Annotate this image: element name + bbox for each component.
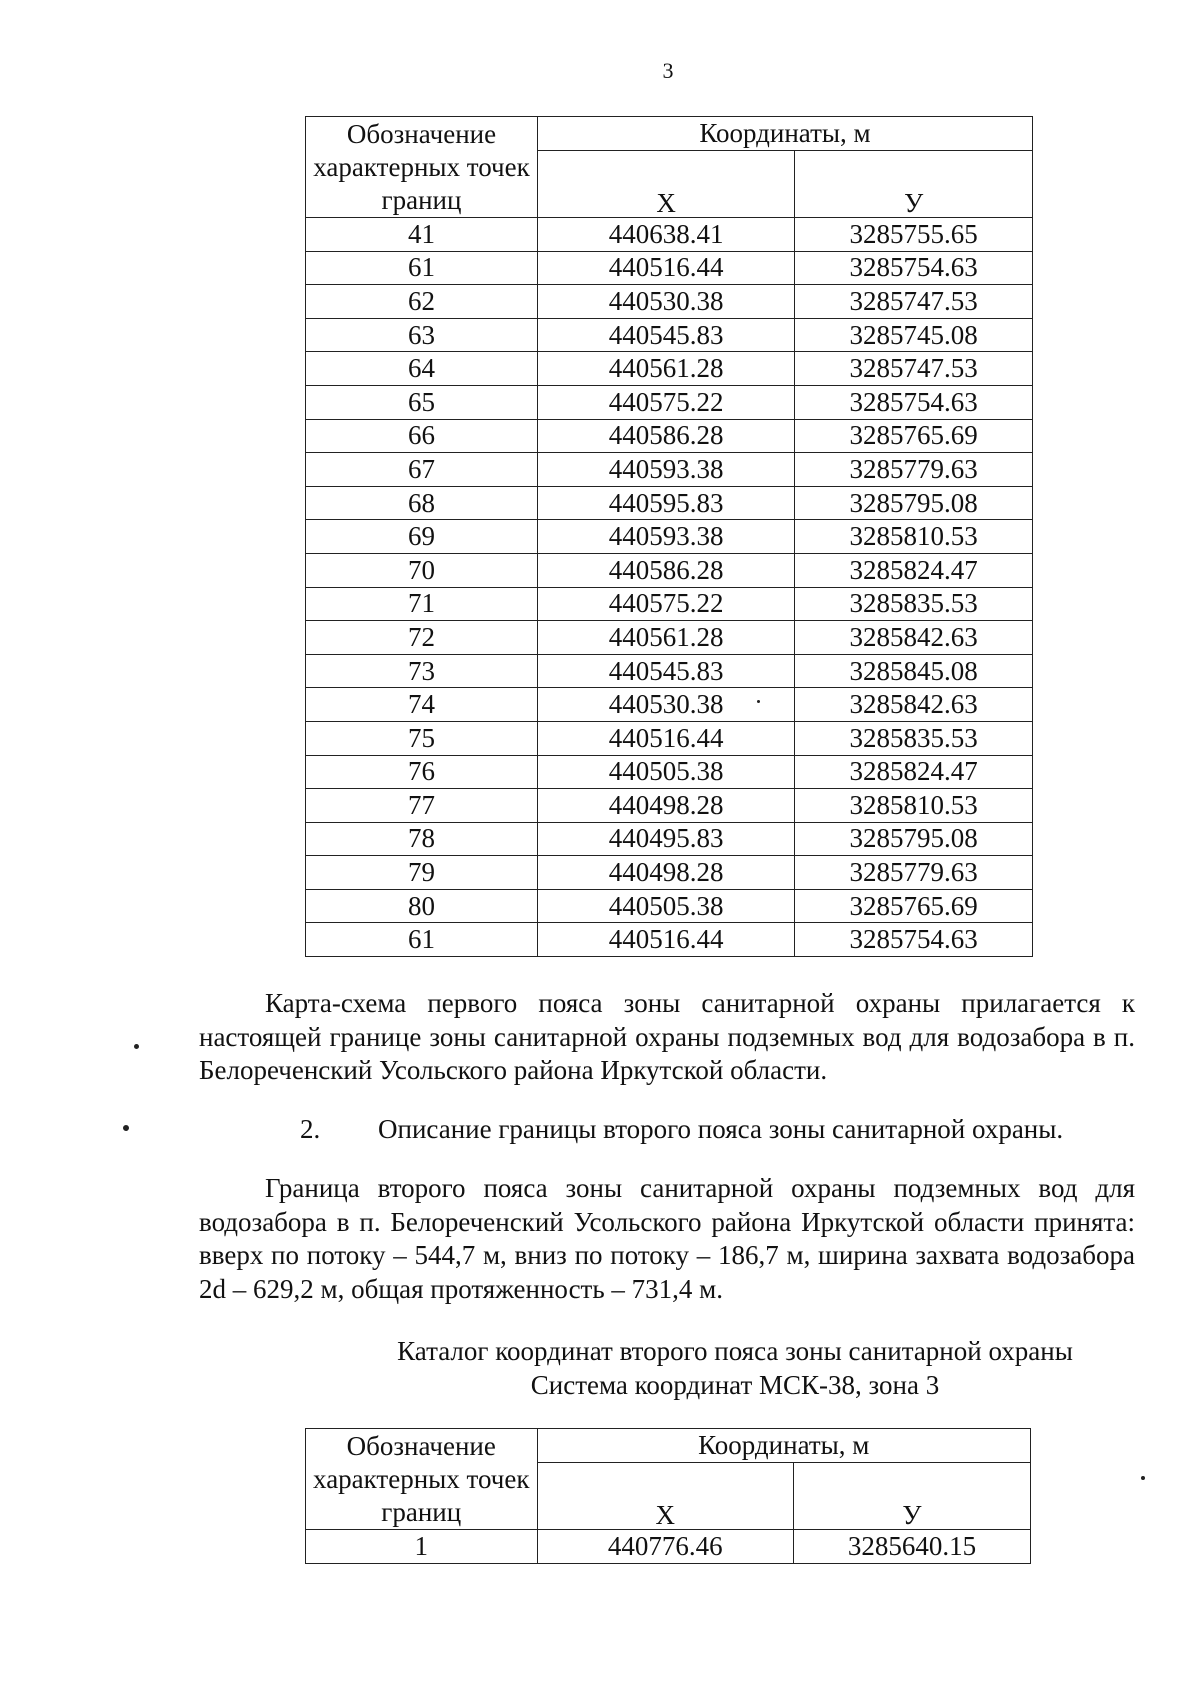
cell-y: 3285765.69 — [795, 889, 1033, 923]
paragraph-map-scheme-text: Карта-схема первого пояса зоны санитарной охраны прилагается к настоящей границе зоны санитарной охраны подземных вод для водозабора в п. Белореченский Усольского района Иркутской области. — [199, 988, 1135, 1085]
cell-x: 440530.38 — [538, 688, 795, 722]
column-header-y: У — [795, 151, 1033, 218]
cell-point: 61 — [306, 251, 538, 285]
table-row — [306, 1530, 1031, 1564]
scan-speck — [134, 1044, 139, 1049]
cell-point: 80 — [306, 889, 538, 923]
cell-y: 3285810.53 — [795, 520, 1033, 554]
table-row — [306, 520, 1033, 554]
cell-point: 73 — [306, 654, 538, 688]
table-row — [306, 889, 1033, 923]
table-row — [306, 621, 1033, 655]
table-row — [306, 587, 1033, 621]
scan-speck — [123, 1125, 129, 1131]
cell-y: 3285765.69 — [795, 419, 1033, 453]
cell-x: 440498.28 — [538, 856, 795, 890]
cell-point: 77 — [306, 789, 538, 823]
table-row — [306, 486, 1033, 520]
table-row — [306, 352, 1033, 386]
table-caption — [199, 1334, 1200, 1402]
section-number: 2. — [300, 1114, 321, 1144]
cell-x: 440545.83 — [538, 654, 795, 688]
cell-x: 440545.83 — [538, 318, 795, 352]
table-row — [306, 385, 1033, 419]
column-header-y: У — [793, 1463, 1030, 1530]
cell-point: 66 — [306, 419, 538, 453]
cell-x: 440586.28 — [538, 419, 795, 453]
coordinates-table-second-zone — [305, 1428, 1031, 1564]
cell-y: 3285747.53 — [795, 285, 1033, 319]
cell-y: 3285795.08 — [795, 822, 1033, 856]
paragraph-map-scheme — [199, 987, 1135, 1088]
cell-point: 70 — [306, 553, 538, 587]
table-row — [306, 285, 1033, 319]
cell-x: 440595.83 — [538, 486, 795, 520]
column-header-point: Обозначение характерных точек границ — [306, 117, 538, 218]
cell-y: 3285845.08 — [795, 654, 1033, 688]
cell-x: 440561.28 — [538, 352, 795, 386]
cell-x: 440516.44 — [538, 923, 795, 957]
cell-point: 71 — [306, 587, 538, 621]
cell-y: 3285745.08 — [795, 318, 1033, 352]
cell-x: 440561.28 — [538, 621, 795, 655]
cell-y: 3285754.63 — [795, 923, 1033, 957]
cell-y: 3285779.63 — [795, 856, 1033, 890]
table-row — [306, 251, 1033, 285]
column-header-x: Х — [538, 151, 795, 218]
table-row — [306, 856, 1033, 890]
column-header-point: Обозначение характерных точек границ — [306, 1429, 538, 1530]
cell-y: 3285779.63 — [795, 453, 1033, 487]
paragraph-second-zone-text: Граница второго пояса зоны санитарной охраны подземных вод для водозабора в п. Белореченский Усольского района Иркутской области принята: вверх по потоку – 544,7 м, вниз по потоку – 186,7 м, ширина захвата водозабора 2d – 629,2 м, общая протяженность – 731,4 м. — [199, 1173, 1135, 1304]
table-row — [306, 419, 1033, 453]
cell-point: 78 — [306, 822, 538, 856]
cell-x: 440495.83 — [538, 822, 795, 856]
scan-speck — [1141, 1476, 1145, 1480]
cell-y: 3285754.63 — [795, 251, 1033, 285]
cell-x: 440575.22 — [538, 587, 795, 621]
cell-x: 440505.38 — [538, 889, 795, 923]
cell-x: 440516.44 — [538, 251, 795, 285]
column-header-x: Х — [537, 1463, 793, 1530]
cell-point: 69 — [306, 520, 538, 554]
table-row — [306, 721, 1033, 755]
table-row — [306, 453, 1033, 487]
cell-point: 64 — [306, 352, 538, 386]
cell-point: 41 — [306, 218, 538, 252]
table-caption-line-1: Каталог координат второго пояса зоны санитарной охраны — [397, 1336, 1073, 1366]
cell-point: 76 — [306, 755, 538, 789]
cell-y: 3285810.53 — [795, 789, 1033, 823]
paragraph-second-zone — [199, 1172, 1135, 1306]
table-row — [306, 755, 1033, 789]
cell-point: 72 — [306, 621, 538, 655]
cell-point: 67 — [306, 453, 538, 487]
table-row — [306, 822, 1033, 856]
cell-point: 68 — [306, 486, 538, 520]
table-row — [306, 318, 1033, 352]
coordinates-table-first-zone — [305, 116, 1033, 957]
column-header-coordinates: Координаты, м — [538, 117, 1033, 151]
cell-y: 3285835.53 — [795, 587, 1033, 621]
cell-y: 3285755.65 — [795, 218, 1033, 252]
cell-y: 3285835.53 — [795, 721, 1033, 755]
scan-speck — [757, 700, 760, 703]
table-row — [306, 923, 1033, 957]
cell-x: 440505.38 — [538, 755, 795, 789]
cell-y: 3285754.63 — [795, 385, 1033, 419]
column-header-coordinates: Координаты, м — [537, 1429, 1030, 1463]
cell-x: 440586.28 — [538, 553, 795, 587]
cell-x: 440593.38 — [538, 520, 795, 554]
cell-point: 79 — [306, 856, 538, 890]
page-number: 3 — [662, 58, 674, 83]
cell-x: 440530.38 — [538, 285, 795, 319]
cell-y: 3285842.63 — [795, 621, 1033, 655]
cell-point: 74 — [306, 688, 538, 722]
cell-y: 3285795.08 — [795, 486, 1033, 520]
cell-point: 61 — [306, 923, 538, 957]
cell-x: 440575.22 — [538, 385, 795, 419]
cell-y: 3285824.47 — [795, 755, 1033, 789]
cell-x: 440776.46 — [537, 1530, 793, 1564]
cell-point: 1 — [306, 1530, 538, 1564]
table-row — [306, 789, 1033, 823]
cell-y: 3285747.53 — [795, 352, 1033, 386]
cell-point: 62 — [306, 285, 538, 319]
table-row — [306, 688, 1033, 722]
table-row — [306, 218, 1033, 252]
table-caption-line-2: Система координат МСК-38, зона 3 — [530, 1370, 940, 1400]
cell-y: 3285824.47 — [795, 553, 1033, 587]
cell-y: 3285842.63 — [795, 688, 1033, 722]
cell-point: 75 — [306, 721, 538, 755]
cell-x: 440638.41 — [538, 218, 795, 252]
cell-x: 440593.38 — [538, 453, 795, 487]
table-row — [306, 654, 1033, 688]
cell-x: 440498.28 — [538, 789, 795, 823]
cell-point: 63 — [306, 318, 538, 352]
table-row — [306, 553, 1033, 587]
cell-x: 440516.44 — [538, 721, 795, 755]
cell-y: 3285640.15 — [793, 1530, 1030, 1564]
cell-point: 65 — [306, 385, 538, 419]
section-title: Описание границы второго пояса зоны санитарной охраны. — [378, 1114, 1064, 1144]
